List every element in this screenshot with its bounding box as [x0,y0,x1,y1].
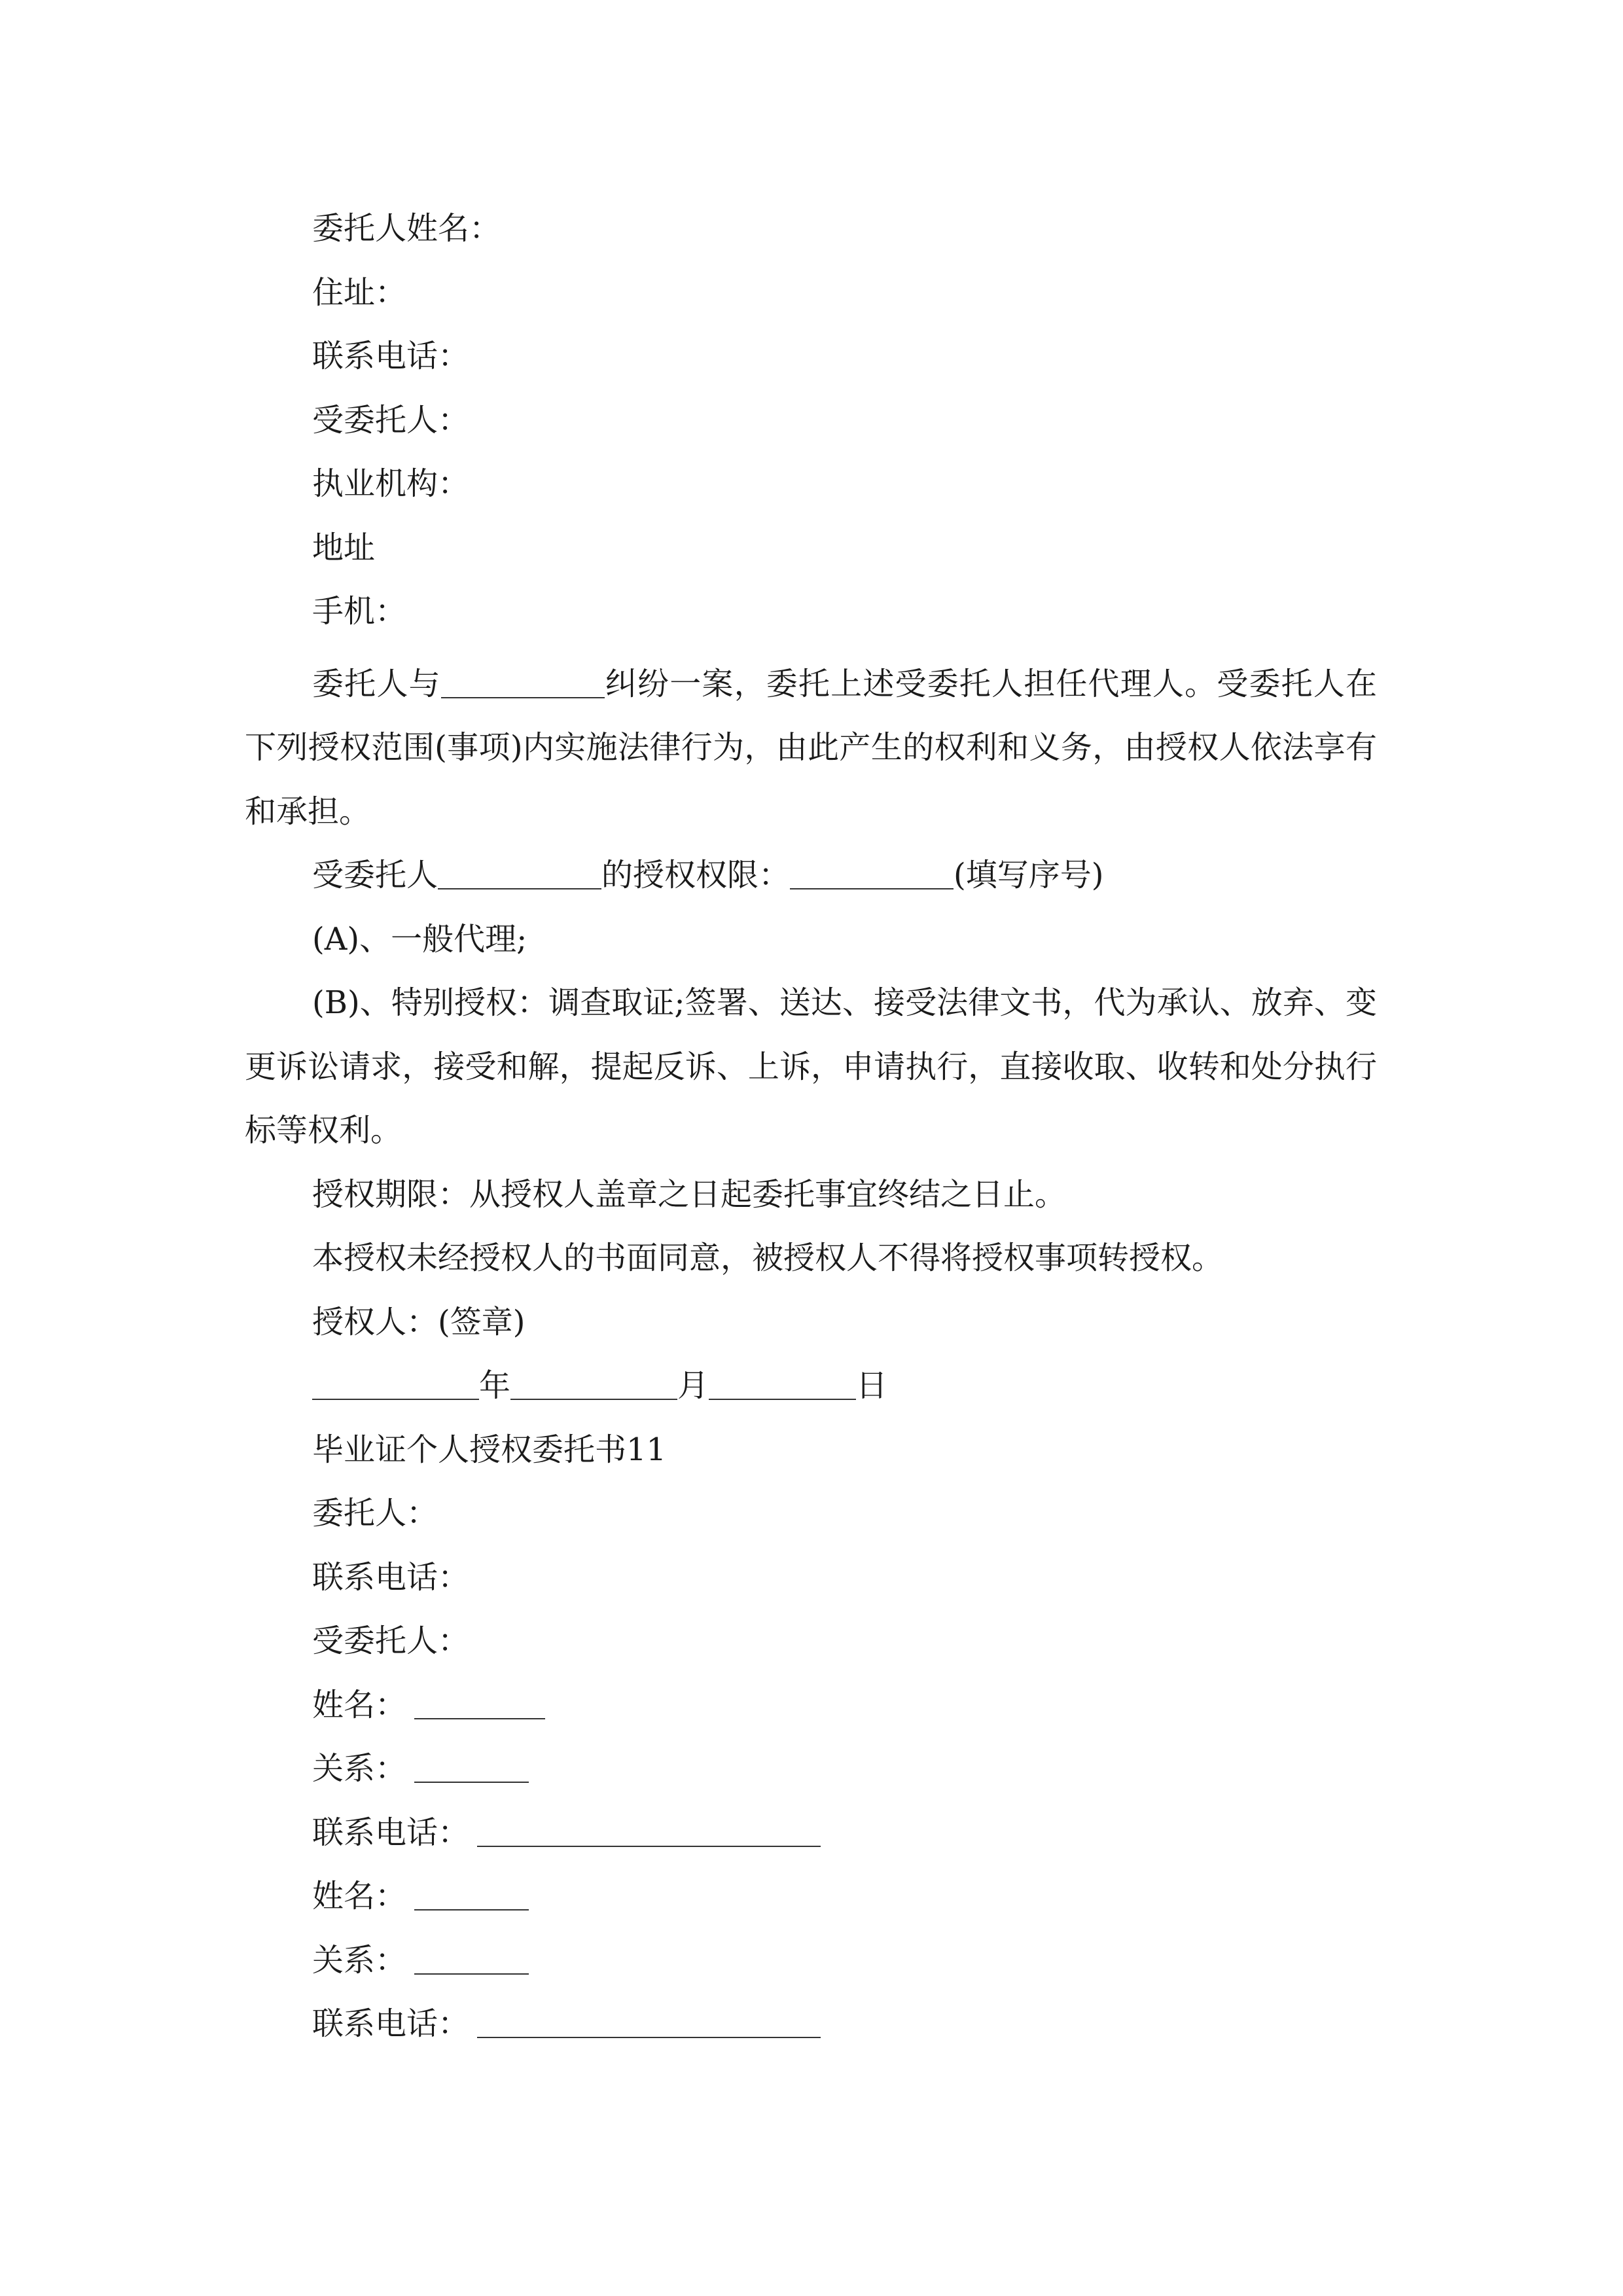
trustee-phone-2-label: 联系电话： [312,2005,470,2042]
trustee-name-1-label: 姓名： [312,1686,407,1723]
client-name-label: 委托人姓名： [312,210,501,247]
no-sublicense-clause: 本授权未经授权人的书面同意，被授权人不得将授权事项转授权。 [312,1240,1224,1276]
trustee-relation-1-label: 关系： [312,1750,407,1787]
agent-address-label: 地址 [312,529,376,566]
trustee-relation-1-row [245,1737,1377,1801]
agent-label: 受委托人： [312,401,470,439]
authority-number-blank [790,857,954,889]
authority-text-end: (填写序号) [954,857,1104,893]
trustee-phone-2-row [245,1992,1377,2056]
trustee-relation-1-blank [414,1750,529,1783]
trustee-relation-2-row [245,1929,1377,1993]
general-agency-option: (A)、一般代理; [312,920,527,958]
phone-label: 联系电话： [312,338,470,374]
day-blank [709,1367,856,1400]
agent-name-blank [438,857,601,889]
trustee-relation-2-label: 关系： [312,1941,407,1979]
grantor-signature-label: 授权人：(签章) [312,1303,526,1340]
trustee-name-2-row [245,1865,1377,1929]
trustee-name-2-label: 姓名： [312,1878,407,1914]
mobile-label: 手机： [312,593,407,630]
trustee-phone-1-blank [477,1814,821,1847]
dispute-paragraph [245,653,1377,844]
authorization-period: 授权期限：从授权人盖章之日起委托事宜终结之日止。 [312,1175,1067,1213]
trustee-name-2-blank [414,1878,529,1910]
trustee-phone-1-label: 联系电话： [312,1814,470,1851]
trustee-phone-1-row [245,1801,1377,1865]
authority-line [245,844,1377,908]
month-blank [510,1367,677,1400]
year-blank [312,1367,479,1400]
day-label: 日 [856,1367,888,1404]
dispute-text-start: 委托人与 [312,665,441,702]
address-label: 住址： [312,274,407,311]
practice-org-label: 执业机构： [312,465,470,502]
section-title: 毕业证个人授权委托书11 [312,1431,667,1468]
month-label: 月 [677,1367,709,1404]
document-body [245,206,1377,2056]
authority-text-mid: 的授权权限： [601,857,791,893]
trustee-relation-2-blank [414,1942,529,1975]
dispute-text-rest: 纠纷一案，委托上述受委托人担任代理人。受委托人在下列授权范围(事项)内实施法律行为，由此产生的权利和义务，由授权人依法享有和承担。 [245,665,1377,830]
trustee-name-1-blank [414,1687,545,1719]
date-line [245,1354,1377,1418]
entrustor-label: 委托人： [312,1495,438,1532]
trustee-phone-2-blank [477,2005,821,2038]
dispute-party-blank [441,666,605,698]
trustee-name-1-row [245,1674,1377,1738]
entrustor-phone-label: 联系电话： [312,1558,470,1596]
trustee-label: 受委托人： [312,1623,470,1659]
year-label: 年 [479,1367,511,1404]
special-authority-paragraph: (B)、特别授权：调查取证;签署、送达、接受法律文书，代为承认、放弃、变更诉讼请求，接受和解，提起反诉、上诉，申请执行，直接收取、收转和处分执行标等权利。 [245,984,1377,1149]
authority-text-start: 受委托人 [312,857,438,893]
